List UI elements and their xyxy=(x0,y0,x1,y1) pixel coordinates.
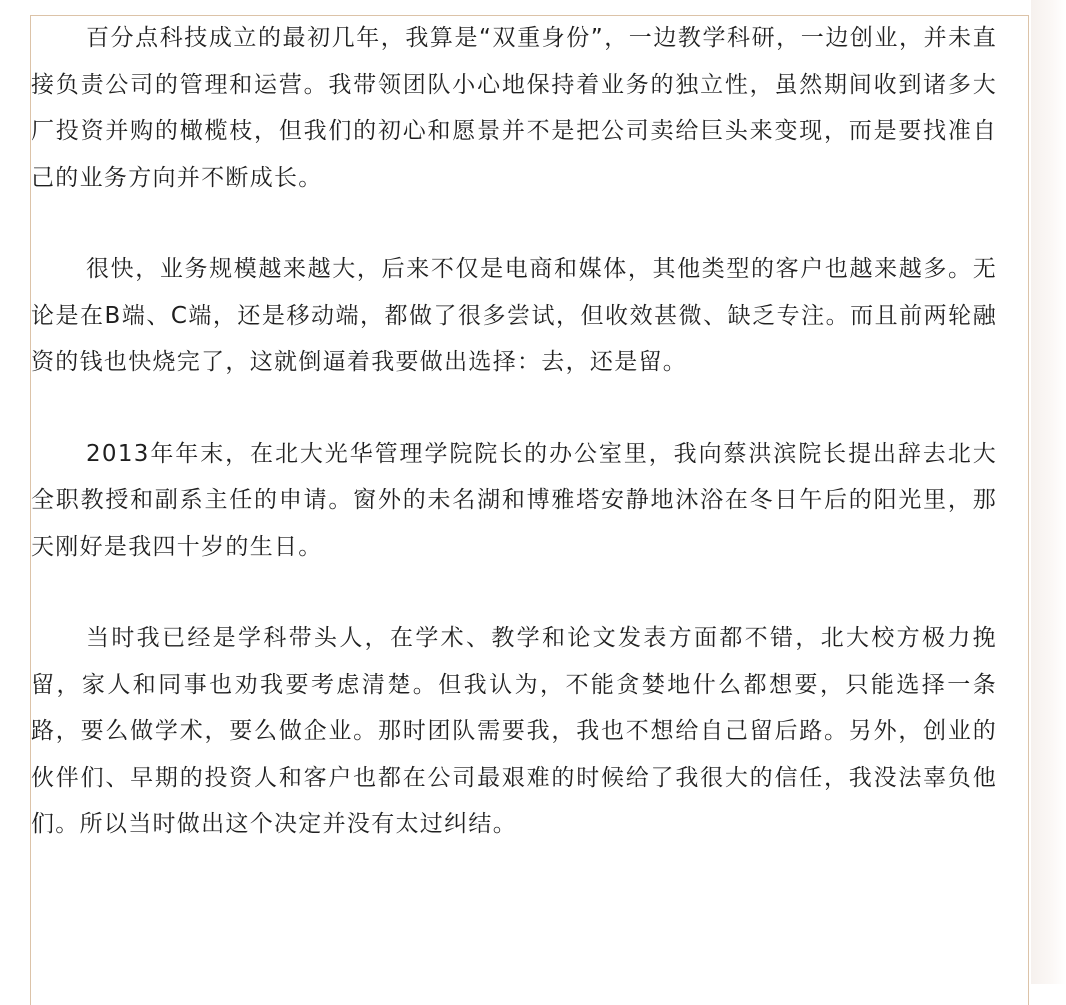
article-paragraph-3: 2013年年末，在北大光华管理学院院长的办公室里，我向蔡洪滨院长提出辞去北大全职教授和副系主任的申请。窗外的未名湖和博雅塔安静地沐浴在冬日午后的阳光里，那天刚好是我四十岁的生日。 xyxy=(31,440,997,560)
article-paragraph-4: 当时我已经是学科带头人，在学术、教学和论文发表方面都不错，北大校方极力挽留，家人和同事也劝我要考虑清楚。但我认为，不能贪婪地什么都想要，只能选择一条路，要么做学术，要么做企业。那时团队需要我，我也不想给自己留后路。另外，创业的伙伴们、早期的投资人和客户也都在公司最艰难的时候给了我很大的信任，我没法辜负他们。所以当时做出这个决定并没有太过纠结。 xyxy=(31,625,997,837)
article-body xyxy=(31,15,997,848)
article-paragraph-1: 百分点科技成立的最初几年，我算是“双重身份”，一边教学科研，一边创业，并未直接负责公司的管理和运营。我带领团队小心地保持着业务的独立性，虽然期间收到诸多大厂投资并购的橄榄枝，但我们的初心和愿景并不是把公司卖给巨头来变现，而是要找准自己的业务方向并不断成长。 xyxy=(31,25,997,191)
article-paragraph-2: 很快，业务规模越来越大，后来不仅是电商和媒体，其他类型的客户也越来越多。无论是在B端、C端，还是移动端，都做了很多尝试，但收效甚微、缺乏专注。而且前两轮融资的钱也快烧完了，这就倒逼着我要做出选择：去，还是留。 xyxy=(31,256,997,375)
page-edge-shadow xyxy=(1031,0,1066,984)
